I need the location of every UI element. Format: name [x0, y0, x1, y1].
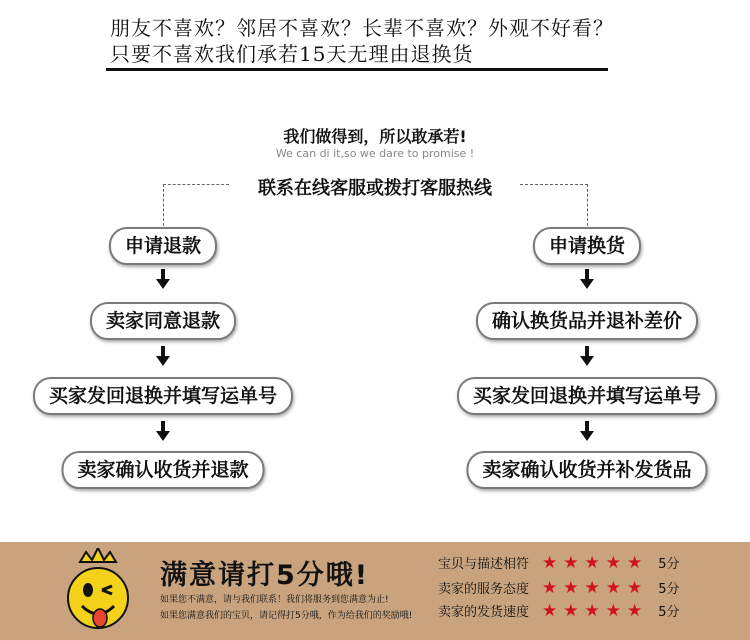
dashed-connector-right-vertical [587, 184, 588, 226]
winking-smiley-icon [66, 548, 156, 638]
star-rating-icon: ★★★★★ [542, 553, 649, 573]
header-divider [106, 68, 608, 71]
star-rating-icon: ★★★★★ [542, 601, 649, 621]
rating-label: 卖家的服务态度 [438, 582, 530, 597]
exchange-step-2: 确认换货品并退补差价 [476, 302, 698, 340]
rating-note-1: 如果您不满意，请与我们联系！我们将服务到您满意为止! [160, 595, 389, 605]
dashed-connector-left [163, 184, 229, 185]
exchange-step-3: 买家发回退换并填写运单号 [457, 377, 717, 415]
rating-label: 宝贝与描述相符 [438, 557, 530, 572]
arrow-down-icon [580, 269, 594, 289]
arrow-down-icon [580, 346, 594, 366]
rating-row-description [438, 553, 679, 573]
dashed-connector-left-vertical [163, 184, 164, 226]
arrow-down-icon [156, 346, 170, 366]
rating-label: 卖家的发货速度 [438, 605, 530, 620]
header-line-2: 只要不喜欢我们承若15天无理由退换货 [110, 42, 474, 66]
rating-score: 5分 [658, 582, 680, 597]
rating-note-2: 如果您满意我们的宝贝，请记得打5分哦，作为给我们的奖励哦! [160, 611, 413, 621]
exchange-step-4: 卖家确认收货并补发货品 [466, 451, 707, 489]
contact-service-label: 联系在线客服或拨打客服热线 [258, 178, 492, 199]
arrow-down-icon [156, 269, 170, 289]
refund-step-1: 申请退款 [109, 227, 217, 265]
dashed-connector-right [520, 184, 588, 185]
refund-step-4: 卖家确认收货并退款 [61, 451, 264, 489]
rating-request-title: 满意请打5分哦! [160, 560, 370, 591]
star-rating-icon: ★★★★★ [542, 578, 649, 598]
refund-step-3: 买家发回退换并填写运单号 [33, 377, 293, 415]
exchange-step-1: 申请换货 [533, 227, 641, 265]
rating-row-service [438, 578, 679, 598]
promise-subtitle: We can di it,so we dare to promise ! [275, 147, 475, 160]
header-line-1: 朋友不喜欢？邻居不喜欢？长辈不喜欢？外观不好看？ [110, 16, 614, 40]
rating-score: 5分 [658, 605, 680, 620]
rating-score: 5分 [658, 557, 680, 572]
refund-step-2: 卖家同意退款 [90, 302, 236, 340]
promise-title: 我们做得到，所以敢承若! [283, 127, 467, 146]
rating-row-shipping [438, 601, 679, 621]
arrow-down-icon [156, 421, 170, 441]
arrow-down-icon [580, 421, 594, 441]
